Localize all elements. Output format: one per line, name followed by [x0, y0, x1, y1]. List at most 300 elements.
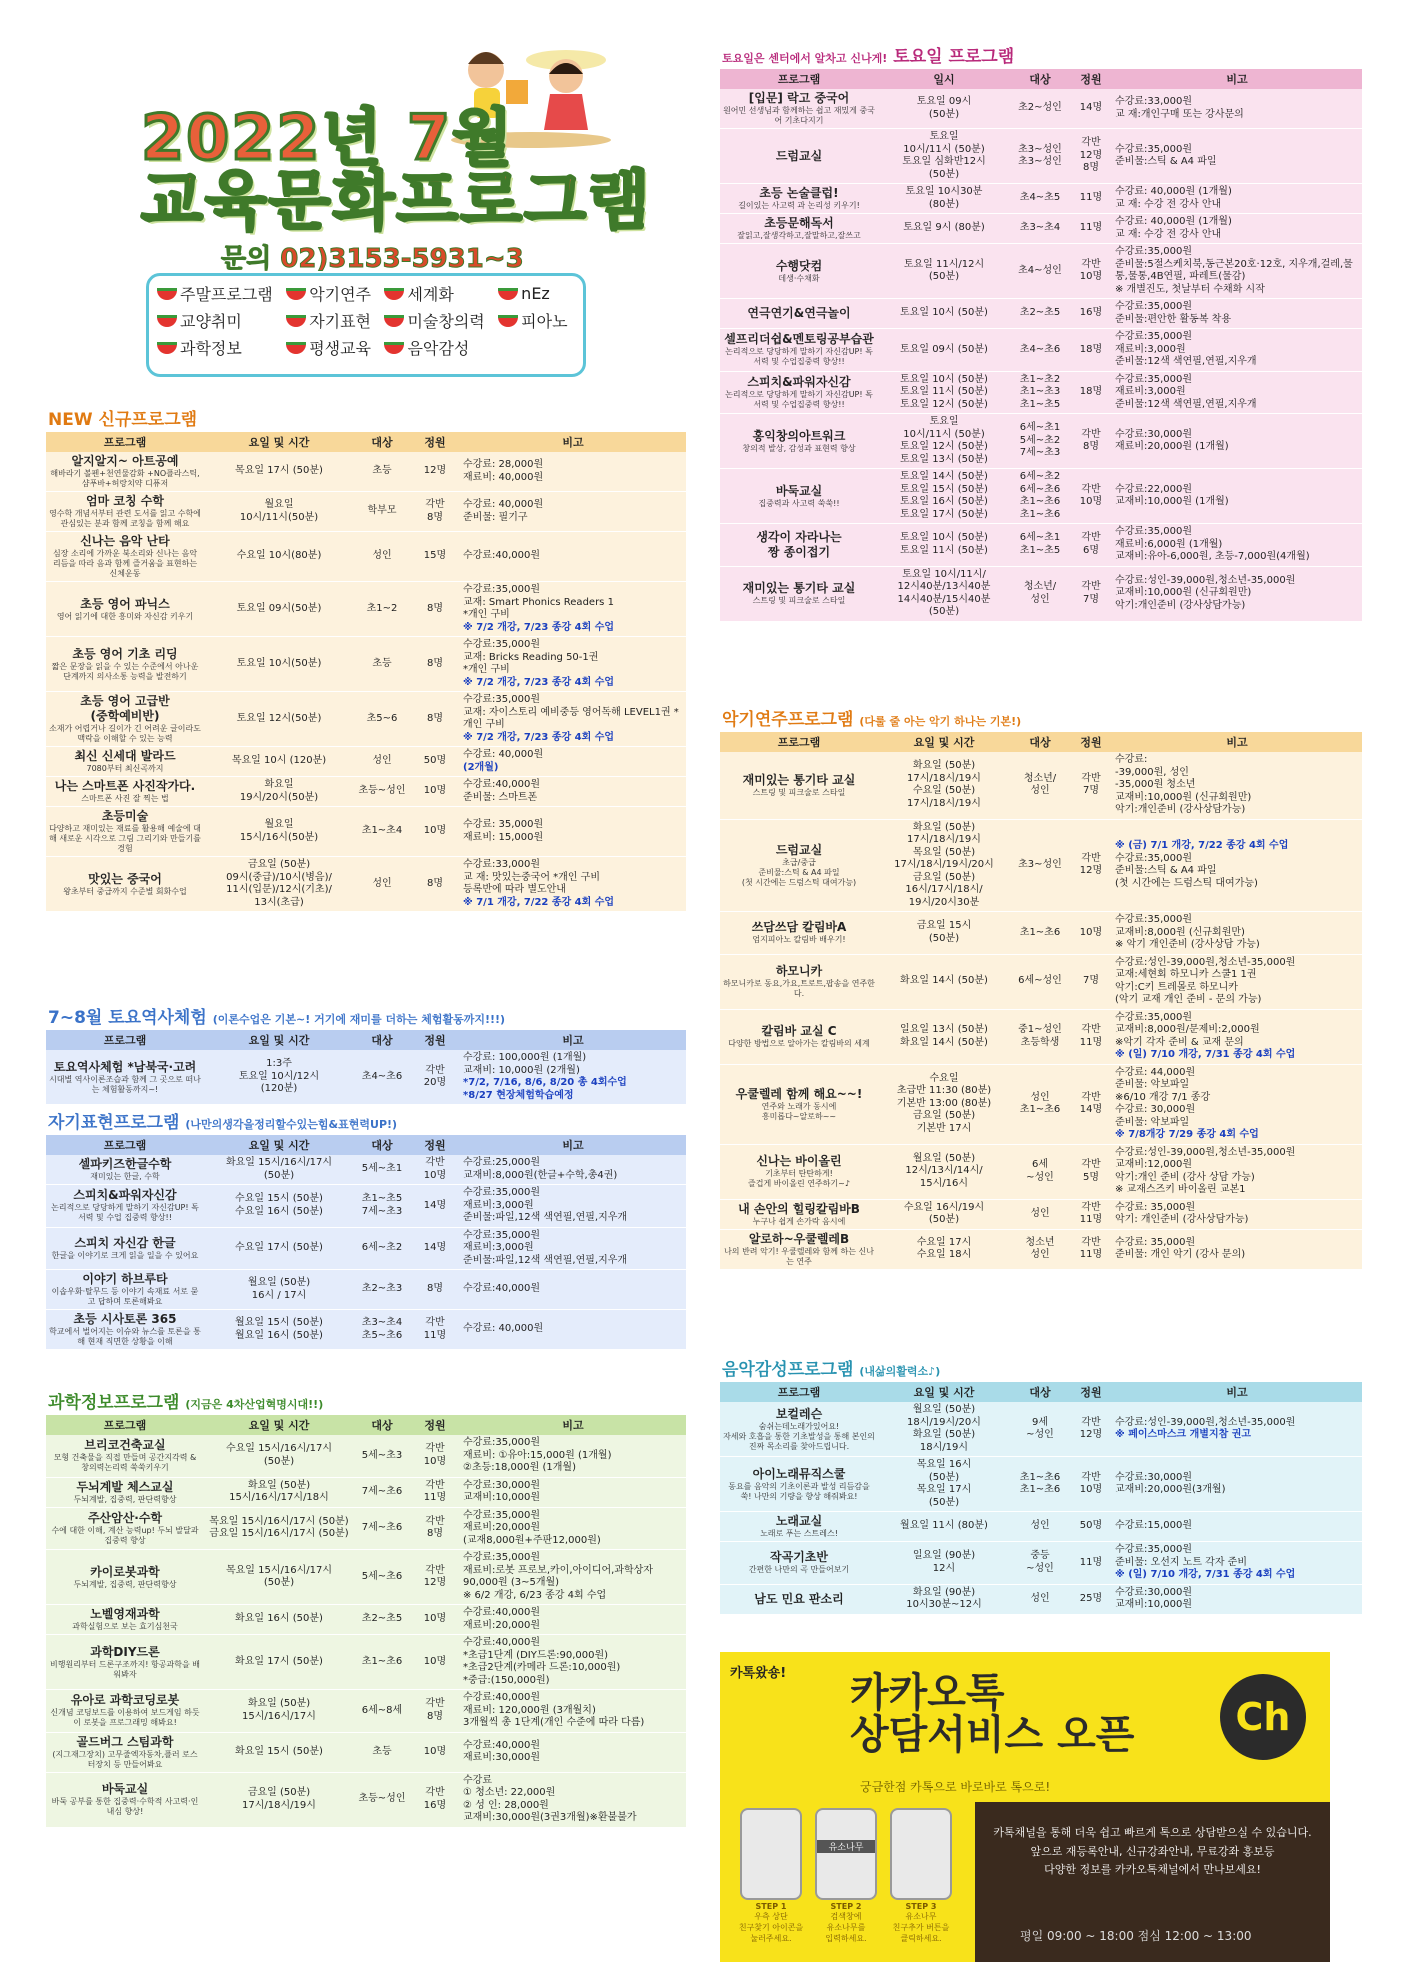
- program-description: (지그재그장치) 고무줄엑자동차,플러 로스터장치 등 만들어봐요: [52, 1749, 198, 1769]
- table-row: [720, 469, 1362, 524]
- legend-item: [286, 336, 378, 359]
- capacity-cell: 각반 12명: [410, 1550, 460, 1605]
- remarks-cell: [1112, 89, 1362, 129]
- phone-step3-image: [890, 1808, 952, 1900]
- capacity-cell: 15명: [410, 532, 460, 582]
- program-name: 브리코건축교실: [84, 1438, 166, 1453]
- kakao-title-line2: 상담서비스 오픈: [850, 1712, 1135, 1758]
- program-description: 원어민 선생님과 함께하는 쉽고 재밌게 중국어 기초다지기: [723, 106, 875, 125]
- program-cell: [46, 747, 204, 777]
- target-cell: 중등 ~성인: [1010, 1542, 1070, 1585]
- table-row: [46, 1772, 686, 1827]
- target-cell: 초1~초5 7세~초3: [354, 1185, 410, 1228]
- program-description: 동요를 음악의 기초이론과 발성 리듬감을 쑥! 나만의 기량을 향상 해줘봐요!: [728, 1481, 870, 1501]
- column-header: 프로그램: [46, 1135, 204, 1155]
- program-cell: [720, 244, 878, 299]
- table-row: [720, 1199, 1362, 1229]
- program-name: 바둑교실: [775, 483, 823, 498]
- legend-label: 과학정보: [180, 339, 242, 358]
- program-description: 신개념 코딩보드를 이용하여 보드게임 하듯이 로봇을 프로그래밍 해봐요!: [50, 1708, 200, 1728]
- program-name: 아이노래뮤직스쿨: [752, 1466, 846, 1481]
- program-name: 하모니카: [775, 964, 823, 978]
- capacity-cell: 각반 10명: [410, 1435, 460, 1477]
- program-cell: [46, 1605, 204, 1635]
- column-header: 대상: [354, 432, 410, 452]
- table-row: [720, 912, 1362, 955]
- remarks-text: 수강료:35,000원 재료비:로봇 프로보,카이,아이디어,과학상자 90,000원 (3~5개월) ※ 6/2 개강, 6/23 종강 4회 수업: [463, 1552, 653, 1601]
- table-row: [720, 1402, 1362, 1457]
- program-description: 연주와 노래가 동시에 흥미롭다~알로하~~: [761, 1101, 837, 1121]
- table-row: [46, 747, 686, 777]
- program-cell: [720, 1584, 878, 1614]
- program-name: 내 손안의 힐링칼림바B: [738, 1201, 860, 1216]
- program-cell: [46, 1270, 204, 1310]
- table-header-row: [46, 1135, 686, 1155]
- column-header: 정원: [410, 1030, 460, 1050]
- category-legend: [146, 273, 586, 377]
- table-row: [720, 244, 1362, 299]
- remarks-note: ※ 7/2 개강, 7/23 종강 4회 수업: [463, 621, 615, 633]
- self-expression-table: [46, 1135, 686, 1350]
- column-header: 정원: [410, 1135, 460, 1155]
- remarks-text: 수강료: -39,000원, 성인 -35,000원 청소년 교재비:10,000원 (신규회원만) 악기:개인준비 (강사상담가능): [1115, 754, 1252, 815]
- program-name: 생각이 자라나는 짱 종이접기: [756, 529, 842, 559]
- capacity-cell: 각반 12명 8명: [1070, 129, 1112, 184]
- remarks-cell: [1112, 1144, 1362, 1199]
- table-row: [46, 637, 686, 692]
- target-cell: 초1~2: [354, 582, 410, 637]
- target-cell: 9세 ~성인: [1010, 1402, 1070, 1457]
- program-description: 7080부터 최신곡까지: [86, 764, 164, 773]
- remarks-cell: [1112, 414, 1362, 469]
- target-cell: 중1~성인 초등학생: [1010, 1009, 1070, 1064]
- capacity-cell: 8명: [410, 582, 460, 637]
- column-header: 요일 및 시간: [878, 732, 1010, 752]
- section-title: [46, 1388, 686, 1413]
- table-row: [46, 1155, 686, 1185]
- schedule-cell: 화요일 15시/16시/17시 (50분): [204, 1155, 354, 1185]
- column-header: 대상: [354, 1135, 410, 1155]
- column-header: 비고: [460, 1415, 686, 1435]
- watermelon-icon: [498, 315, 518, 327]
- capacity-cell: 11명: [1070, 214, 1112, 244]
- table-row: [720, 299, 1362, 329]
- schedule-cell: 토요일 09시 (50분): [878, 329, 1010, 372]
- program-cell: [720, 469, 878, 524]
- schedule-cell: 수요일 17시 수요일 18시: [878, 1229, 1010, 1269]
- program-description: 창의적 발상, 감성과 표현력 향상: [742, 443, 856, 453]
- remarks-text: 수강료: 28,000원 재료비: 40,000원: [463, 459, 544, 483]
- schedule-cell: 토요일 10시 (50분) 토요일 11시 (50분): [878, 524, 1010, 567]
- table-row: [46, 1732, 686, 1772]
- capacity-cell: 11명: [1070, 1542, 1112, 1585]
- remarks-cell: [1112, 752, 1362, 819]
- program-name: 엄마 코칭 수학: [86, 494, 164, 508]
- target-cell: 초등: [354, 452, 410, 492]
- remarks-cell: [460, 1435, 686, 1477]
- capacity-cell: 각반 8명: [410, 492, 460, 532]
- target-cell: 청소년 성인: [1010, 1229, 1070, 1269]
- program-cell: [46, 1435, 204, 1477]
- capacity-cell: 각반 10명: [410, 1155, 460, 1185]
- column-header: 프로그램: [720, 732, 878, 752]
- target-cell: 초3~초4: [1010, 214, 1070, 244]
- program-cell: [46, 1310, 204, 1350]
- watermelon-icon: [384, 315, 404, 327]
- program-name: 연극연기&연극놀이: [747, 306, 851, 320]
- program-cell: [720, 1542, 878, 1585]
- section-title: [46, 1003, 686, 1028]
- legend-item: [286, 282, 378, 305]
- capacity-cell: 각반 12명: [1070, 1402, 1112, 1457]
- program-description: 집중력과 사고력 쑥쑥!!: [758, 498, 840, 508]
- remarks-text: 수강료:35,000원 재료비:3,000원 준비물:12색 색연필,연필,지우개: [1115, 331, 1257, 367]
- section-title-text: 토요일 프로그램: [893, 47, 1015, 67]
- program-name: 카이로봇과학: [90, 1564, 160, 1579]
- target-cell: 초2~성인: [1010, 89, 1070, 129]
- column-header: 요일 및 시간: [204, 432, 354, 452]
- table-row: [46, 492, 686, 532]
- legend-item: [498, 309, 575, 332]
- legend-item: [157, 336, 280, 359]
- watermelon-icon: [498, 288, 518, 300]
- program-description: 다양하고 재미있는 재료를 활용해 예술에 대해 새로운 시각으로 그림 그리기와 만들기를 경험: [49, 824, 201, 853]
- table-row: [46, 692, 686, 747]
- schedule-cell: 토요일 10시 (50분): [878, 299, 1010, 329]
- legend-item: [384, 282, 492, 305]
- remarks-cell: [1112, 1584, 1362, 1614]
- remarks-note: ※ (일) 7/10 개강, 7/31 종강 4회 수업: [1115, 1569, 1296, 1580]
- capacity-cell: 각반 6명: [1070, 524, 1112, 567]
- table-row: [46, 1185, 686, 1228]
- table-row: [46, 1690, 686, 1733]
- column-header: 정원: [410, 432, 460, 452]
- remarks-text: 수강료:35,000원 준비물: 오선지 노트 각자 준비: [1115, 1544, 1248, 1568]
- remarks-cell: [1112, 954, 1362, 1009]
- legend-label: 교양취미: [180, 312, 242, 331]
- remarks-text: 수강료:40,000원 재료비:20,000원: [463, 1607, 540, 1631]
- program-cell: [46, 1550, 204, 1605]
- program-cell: [46, 1185, 204, 1228]
- remarks-text: 수강료:15,000원: [1115, 1520, 1192, 1532]
- target-cell: 6세 ~성인: [1010, 1144, 1070, 1199]
- program-name: 과학DIY드론: [90, 1644, 160, 1659]
- target-cell: 초3~초4 초5~초6: [354, 1310, 410, 1350]
- schedule-cell: 월요일 (50분) 16시 / 17시: [204, 1270, 354, 1310]
- target-cell: 성인: [1010, 1584, 1070, 1614]
- program-cell: [46, 807, 204, 857]
- target-cell: 초1~초6: [1010, 912, 1070, 955]
- capacity-cell: 16명: [1070, 299, 1112, 329]
- remarks-cell: [1112, 329, 1362, 372]
- remarks-cell: [460, 452, 686, 492]
- column-header: 대상: [1010, 1382, 1070, 1402]
- kakao-step-3: [886, 1902, 956, 1944]
- remarks-cell: [1112, 819, 1362, 912]
- phone-step2-image: [815, 1808, 877, 1900]
- remarks-cell: [460, 492, 686, 532]
- program-description: 잘읽고,잘생각하고,잘말하고,잘쓰고: [737, 231, 861, 240]
- kakao-desc-line: 다양한 정보를 카카오톡채널에서 만나보세요!: [1044, 1863, 1261, 1877]
- remarks-text: 수강료: 40,000원: [463, 749, 544, 760]
- program-name: 드럼교실: [775, 842, 823, 857]
- section-title-text: 자기표현프로그램: [48, 1113, 180, 1133]
- program-description: 노래로 푸는 스트레스!: [760, 1529, 838, 1538]
- remarks-text: 수강료:35,000원 준비물:스틱 & A4 파일 (첫 시간에는 드럼스틱 대여가능): [1115, 852, 1258, 889]
- program-name: 골드버그 스팀과학: [76, 1734, 174, 1749]
- remarks-text: 수강료: 40,000원 준비물: 필기구: [463, 499, 544, 523]
- program-cell: [720, 912, 878, 955]
- schedule-cell: 목요일 15시/16시/17시 (50분) 금요일 15시/16시/17시 (50분): [204, 1507, 354, 1550]
- program-description: 왕초부터 중급까지 수준별 회화수업: [63, 886, 187, 896]
- remarks-cell: [460, 532, 686, 582]
- target-cell: 학부모: [354, 492, 410, 532]
- table-row: [720, 329, 1362, 372]
- target-cell: 초1~초2 초1~초3 초1~초5: [1010, 371, 1070, 414]
- program-cell: [46, 1227, 204, 1270]
- capacity-cell: 각반 11명: [1070, 1229, 1112, 1269]
- schedule-cell: 월요일 10시/11시(50분): [204, 492, 354, 532]
- program-cell: [720, 184, 878, 214]
- schedule-cell: 수요일 10시(80분): [204, 532, 354, 582]
- column-header: 비고: [1112, 1382, 1362, 1402]
- program-name: 초등미술: [101, 809, 149, 823]
- capacity-cell: 각반 11명: [410, 1310, 460, 1350]
- program-name: 노벨영재과학: [90, 1607, 160, 1621]
- remarks-cell: [1112, 299, 1362, 329]
- remarks-text: 수강료: 35,000원 악기: 개인준비 (강사상담가능): [1115, 1201, 1249, 1225]
- table-row: [720, 1009, 1362, 1064]
- capacity-cell: 8명: [410, 637, 460, 692]
- target-cell: 성인: [354, 857, 410, 912]
- capacity-cell: 각반 20명: [410, 1050, 460, 1105]
- column-header: 정원: [1070, 1382, 1112, 1402]
- remarks-cell: [460, 1155, 686, 1185]
- capacity-cell: 11명: [1070, 184, 1112, 214]
- schedule-cell: 토요일 09시 (50분): [878, 89, 1010, 129]
- program-cell: [720, 371, 878, 414]
- step-text: 우측 상단 친구찾기 아이콘을 눌러주세요.: [738, 1912, 804, 1943]
- target-cell: 초등: [354, 637, 410, 692]
- remarks-text: 수강료:35,000원 교재비:8,000원 (신규회원만) ※ 악기 개인준비 (강사상담 가능): [1115, 914, 1260, 950]
- legend-item: [286, 309, 378, 332]
- capacity-cell: 10명: [1070, 912, 1112, 955]
- capacity-cell: 각반 7명: [1070, 752, 1112, 819]
- section-title: [46, 1108, 686, 1133]
- program-name: 유아로 과학코딩로봇: [70, 1693, 180, 1708]
- music-section: [720, 1355, 1362, 1615]
- watermelon-icon: [157, 315, 177, 327]
- target-cell: 6세~초1 5세~초2 7세~초3: [1010, 414, 1070, 469]
- program-cell: [720, 752, 878, 819]
- legend-label: nEz: [521, 284, 550, 303]
- target-cell: 초2~초5: [1010, 299, 1070, 329]
- program-description: 바둑 공부를 통한 집중력·수학적 사고력·인내심 향상!: [51, 1797, 199, 1816]
- target-cell: 초1~초6 초1~초6: [1010, 1457, 1070, 1512]
- program-description: 스마트폰 사진 잘 찍는 법: [81, 794, 169, 803]
- remarks-text: 수강료: 35,000원 재료비: 15,000원: [463, 819, 544, 843]
- target-cell: 6세~8세: [354, 1690, 410, 1733]
- target-cell: 성인: [1010, 1512, 1070, 1542]
- remarks-cell: [460, 1270, 686, 1310]
- program-name: 홍익창의아트워크: [752, 428, 846, 443]
- remarks-cell: [460, 637, 686, 692]
- program-name: 초등 영어 기초 리딩: [72, 646, 178, 661]
- remarks-cell: [460, 1690, 686, 1733]
- program-description: 비행원리부터 드론구조까지! 항공과학을 배워봐자: [50, 1659, 200, 1679]
- program-description: 스트링 및 피크술로 스타일: [752, 787, 846, 797]
- step-label: STEP 1: [755, 1902, 787, 1911]
- table-row: [720, 414, 1362, 469]
- schedule-cell: 토요일 10시(50분): [204, 637, 354, 692]
- program-cell: [46, 1507, 204, 1550]
- kakao-channel-icon: Ch: [1220, 1674, 1306, 1760]
- remarks-cell: [460, 747, 686, 777]
- schedule-cell: 화요일 15시 (50분): [204, 1732, 354, 1772]
- program-description: 시대별 역사이론조습과 함께 그 곳으로 떠나는 체험활동까지~!: [49, 1074, 201, 1094]
- remarks-cell: [1112, 214, 1362, 244]
- target-cell: 6세~초2: [354, 1227, 410, 1270]
- program-name: 남도 민요 판소리: [754, 1591, 844, 1606]
- schedule-cell: 토요일 09시(50분): [204, 582, 354, 637]
- table-row: [720, 184, 1362, 214]
- table-row: [720, 1144, 1362, 1199]
- history-section: [46, 1003, 686, 1105]
- step-text: 검색창에 유소나무를 입력하세요.: [825, 1912, 867, 1943]
- target-cell: 5세~초1: [354, 1155, 410, 1185]
- hero-title-year: 2022년 7월: [141, 101, 515, 174]
- remarks-text: 수강료:40,000원 *초급1단계 (DIY드론:90,000원) *초급2단계(카메라 드론:10,000원) *중급:(150,000원): [463, 1637, 621, 1686]
- remarks-cell: [460, 1310, 686, 1350]
- target-cell: 초4~초6: [354, 1050, 410, 1105]
- column-header: 요일 및 시간: [204, 1030, 354, 1050]
- legend-item: [157, 282, 280, 305]
- program-name: 신나는 바이올린: [756, 1154, 842, 1168]
- program-description: 숨쉬는데노래가있어요! 자세와 호흡을 통한 기초발성을 통해 본인의 진짜 목소리를 찾아드립니다.: [723, 1421, 875, 1451]
- program-name: 주산암산·수학: [87, 1510, 163, 1525]
- program-description: 데생·수채화: [778, 273, 820, 283]
- remarks-cell: [1112, 1064, 1362, 1144]
- program-name: 초등 시사토론 365: [73, 1312, 177, 1326]
- remarks-cell: [1112, 469, 1362, 524]
- program-cell: [46, 582, 204, 637]
- column-header: 프로그램: [46, 1415, 204, 1435]
- capacity-cell: 각반 8명: [410, 1690, 460, 1733]
- target-cell: 초1~초6: [354, 1635, 410, 1690]
- legend-label: 세계화: [407, 285, 454, 304]
- schedule-cell: 토요일 10시/11시 (50분) 토요일 12시 (50분) 토요일 13시 (50분): [878, 414, 1010, 469]
- program-cell: [46, 532, 204, 582]
- remarks-text: 수강료: 100,000원 (1개월) 교재비: 10,000원 (2개월): [463, 1052, 587, 1076]
- remarks-note: *7/2, 7/16, 8/6, 8/20 총 4회수업 *8/27 현장체험학습예정: [463, 1077, 627, 1101]
- science-section: [46, 1388, 686, 1828]
- step-text: 유소나무 친구추가 버튼을 클릭하세요.: [892, 1912, 950, 1943]
- remarks-note: ※ 7/2 개강, 7/23 종강 4회 수업: [463, 731, 615, 743]
- remarks-cell: [1112, 524, 1362, 567]
- program-description: 나의 반려 악기! 우쿨렐레와 함께 하는 신나는 연주: [724, 1246, 874, 1266]
- table-row: [46, 1605, 686, 1635]
- column-header: 프로그램: [720, 1382, 878, 1402]
- schedule-cell: 수요일 17시 (50분): [204, 1227, 354, 1270]
- program-cell: [720, 1402, 878, 1457]
- table-row: [720, 89, 1362, 129]
- program-cell: [46, 857, 204, 912]
- target-cell: 초4~초5: [1010, 184, 1070, 214]
- watermelon-icon: [286, 342, 306, 354]
- remarks-cell: [1112, 1009, 1362, 1064]
- capacity-cell: 18명: [1070, 329, 1112, 372]
- program-cell: [720, 1512, 878, 1542]
- step-label: STEP 2: [830, 1902, 862, 1911]
- capacity-cell: 각반 10명: [1070, 1457, 1112, 1512]
- remarks-text: 수강료:30,000원 재료비:20,000원 (1개월): [1115, 428, 1229, 452]
- program-name: 칼림바 교실 C: [761, 1024, 837, 1038]
- remarks-cell: [460, 1635, 686, 1690]
- target-cell: 초4~성인: [1010, 244, 1070, 299]
- target-cell: 초등: [354, 1732, 410, 1772]
- remarks-text: 수강료:40,000원: [463, 1283, 540, 1295]
- remarks-cell: [1112, 1199, 1362, 1229]
- column-header: 정원: [410, 1415, 460, 1435]
- schedule-cell: 월요일 (50분) 12시/13시/14시/ 15시/16시: [878, 1144, 1010, 1199]
- remarks-cell: [460, 1050, 686, 1105]
- schedule-cell: 토요일 11시/12시 (50분): [878, 244, 1010, 299]
- remarks-text: 수강료:35,000원 재료비:3,000원 준비물:12색 색연필,연필,지우개: [1115, 373, 1257, 410]
- section-title-text: 음악감성프로그램: [722, 1360, 854, 1380]
- remarks-cell: [1112, 1229, 1362, 1269]
- legend-label: 주말프로그램: [180, 285, 273, 304]
- section-title: [720, 42, 1362, 67]
- program-name: 재미있는 통기타 교실: [742, 772, 856, 787]
- remarks-text: 수강료:25,000원 교재비:8,000원(한글+수학,총4권): [463, 1157, 618, 1181]
- column-header: 대상: [1010, 732, 1070, 752]
- program-cell: [720, 414, 878, 469]
- program-name: 스피치&파워자신감: [73, 1188, 177, 1203]
- capacity-cell: 14명: [410, 1185, 460, 1228]
- remarks-note: ※ 7/1 개강, 7/22 종강 4회 수업: [463, 896, 615, 908]
- program-name: 재미있는 통기타 교실: [742, 581, 856, 595]
- legend-item: [384, 336, 492, 359]
- capacity-cell: 각반 11명: [410, 1477, 460, 1507]
- program-cell: [46, 1155, 204, 1185]
- schedule-cell: 화요일 14시 (50분): [878, 954, 1010, 1009]
- legend-label: 미술창의력: [407, 312, 485, 331]
- left-column: [46, 0, 686, 1823]
- kakao-title: [850, 1672, 1134, 1756]
- capacity-cell: 10명: [410, 1605, 460, 1635]
- target-cell: 초3~성인: [1010, 819, 1070, 912]
- target-cell: 초등~성인: [354, 1772, 410, 1827]
- table-header-row: [46, 432, 686, 452]
- column-header: 비고: [460, 432, 686, 452]
- program-cell: [720, 89, 878, 129]
- schedule-cell: 토요일 10시30분 (80분): [878, 184, 1010, 214]
- schedule-cell: 금요일 15시 (50분): [878, 912, 1010, 955]
- remarks-text: 수강료:35,000원 재료비:20,000원 (교재8,000원+주판12,000원): [463, 1509, 601, 1546]
- science-table: [46, 1415, 686, 1828]
- capacity-cell: 50명: [410, 747, 460, 777]
- table-row: [46, 1635, 686, 1690]
- capacity-cell: 각반 16명: [410, 1772, 460, 1827]
- capacity-cell: 14명: [1070, 89, 1112, 129]
- watermelon-icon: [384, 342, 404, 354]
- remarks-text: 수강료:40,000원 재료비: 120,000원 (3개월치) 3개월씩 총 1단계(개인 수준에 따라 다름): [463, 1692, 645, 1728]
- remarks-cell: [460, 1477, 686, 1507]
- program-cell: [720, 129, 878, 184]
- capacity-cell: 8명: [410, 1270, 460, 1310]
- remarks-text: 수강료:성인-39,000원,청소년-35,000원 교재비:12,000원 악기:개인 준비 (강사 상담 가능) ※ 교재스즈키 바이올린 교본1: [1115, 1146, 1296, 1195]
- program-cell: [720, 1199, 878, 1229]
